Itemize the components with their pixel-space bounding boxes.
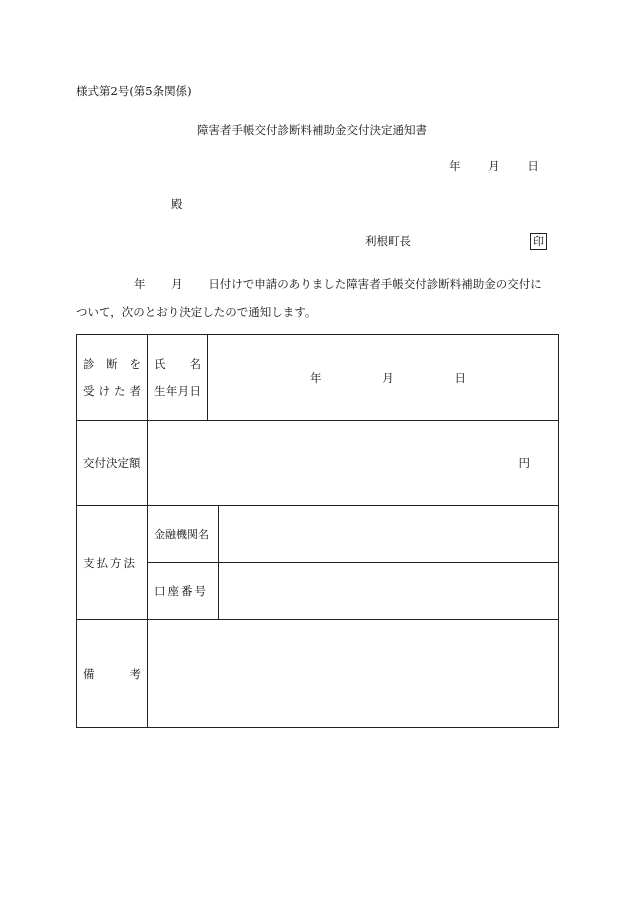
body-line-1 xyxy=(134,279,542,291)
document-title: 障害者手帳交付診断料補助金交付決定通知書 xyxy=(197,123,427,137)
account-field[interactable] xyxy=(219,563,559,620)
bank-row xyxy=(77,506,559,563)
amount-label: 交付決定額 xyxy=(77,421,148,506)
body-line-2: ついて，次のとおり決定したので通知します。 xyxy=(76,305,317,319)
application-table xyxy=(76,334,559,728)
dob-label: 生年月日 xyxy=(154,383,201,398)
header-month: 月 xyxy=(488,159,500,173)
payment-label: 支払方法 xyxy=(77,506,148,620)
remarks-row xyxy=(77,620,559,728)
amount-field[interactable] xyxy=(148,421,559,506)
examinee-row xyxy=(77,335,559,421)
remarks-label: 備 考 xyxy=(77,620,148,728)
body-text: 日付けで申請のありました障害者手帳交付診断料補助金の交付に xyxy=(208,277,542,291)
account-row xyxy=(77,563,559,620)
dob-date xyxy=(208,370,558,386)
dob-day: 日 xyxy=(454,370,466,385)
remarks-field[interactable] xyxy=(148,620,559,728)
header-day: 日 xyxy=(527,159,539,173)
examinee-label xyxy=(77,335,148,421)
header-year: 年 xyxy=(449,159,461,173)
examinee-label-line1: 診 断 を xyxy=(83,356,141,371)
examinee-label-line2: 受 け た 者 xyxy=(83,383,141,398)
account-label: 口座番号 xyxy=(148,563,219,620)
bank-label: 金融機関名 xyxy=(148,506,219,563)
name-dob-labels xyxy=(148,335,208,421)
issuer-name: 利根町長 xyxy=(365,234,411,248)
body-month: 月 xyxy=(171,277,183,291)
form-number: 様式第2号(第5条関係) xyxy=(76,84,192,98)
bank-field[interactable] xyxy=(219,506,559,563)
amount-unit: 円 xyxy=(518,456,530,470)
addressee-suffix: 殿 xyxy=(171,197,183,211)
name-dob-field[interactable] xyxy=(208,335,559,421)
seal-mark xyxy=(530,233,547,250)
dob-year: 年 xyxy=(310,370,322,385)
header-date xyxy=(449,161,539,173)
seal-glyph: 印 xyxy=(530,233,547,250)
name-label: 氏 名 xyxy=(154,356,201,371)
dob-month: 月 xyxy=(382,370,394,385)
body-year: 年 xyxy=(134,277,146,291)
amount-row xyxy=(77,421,559,506)
